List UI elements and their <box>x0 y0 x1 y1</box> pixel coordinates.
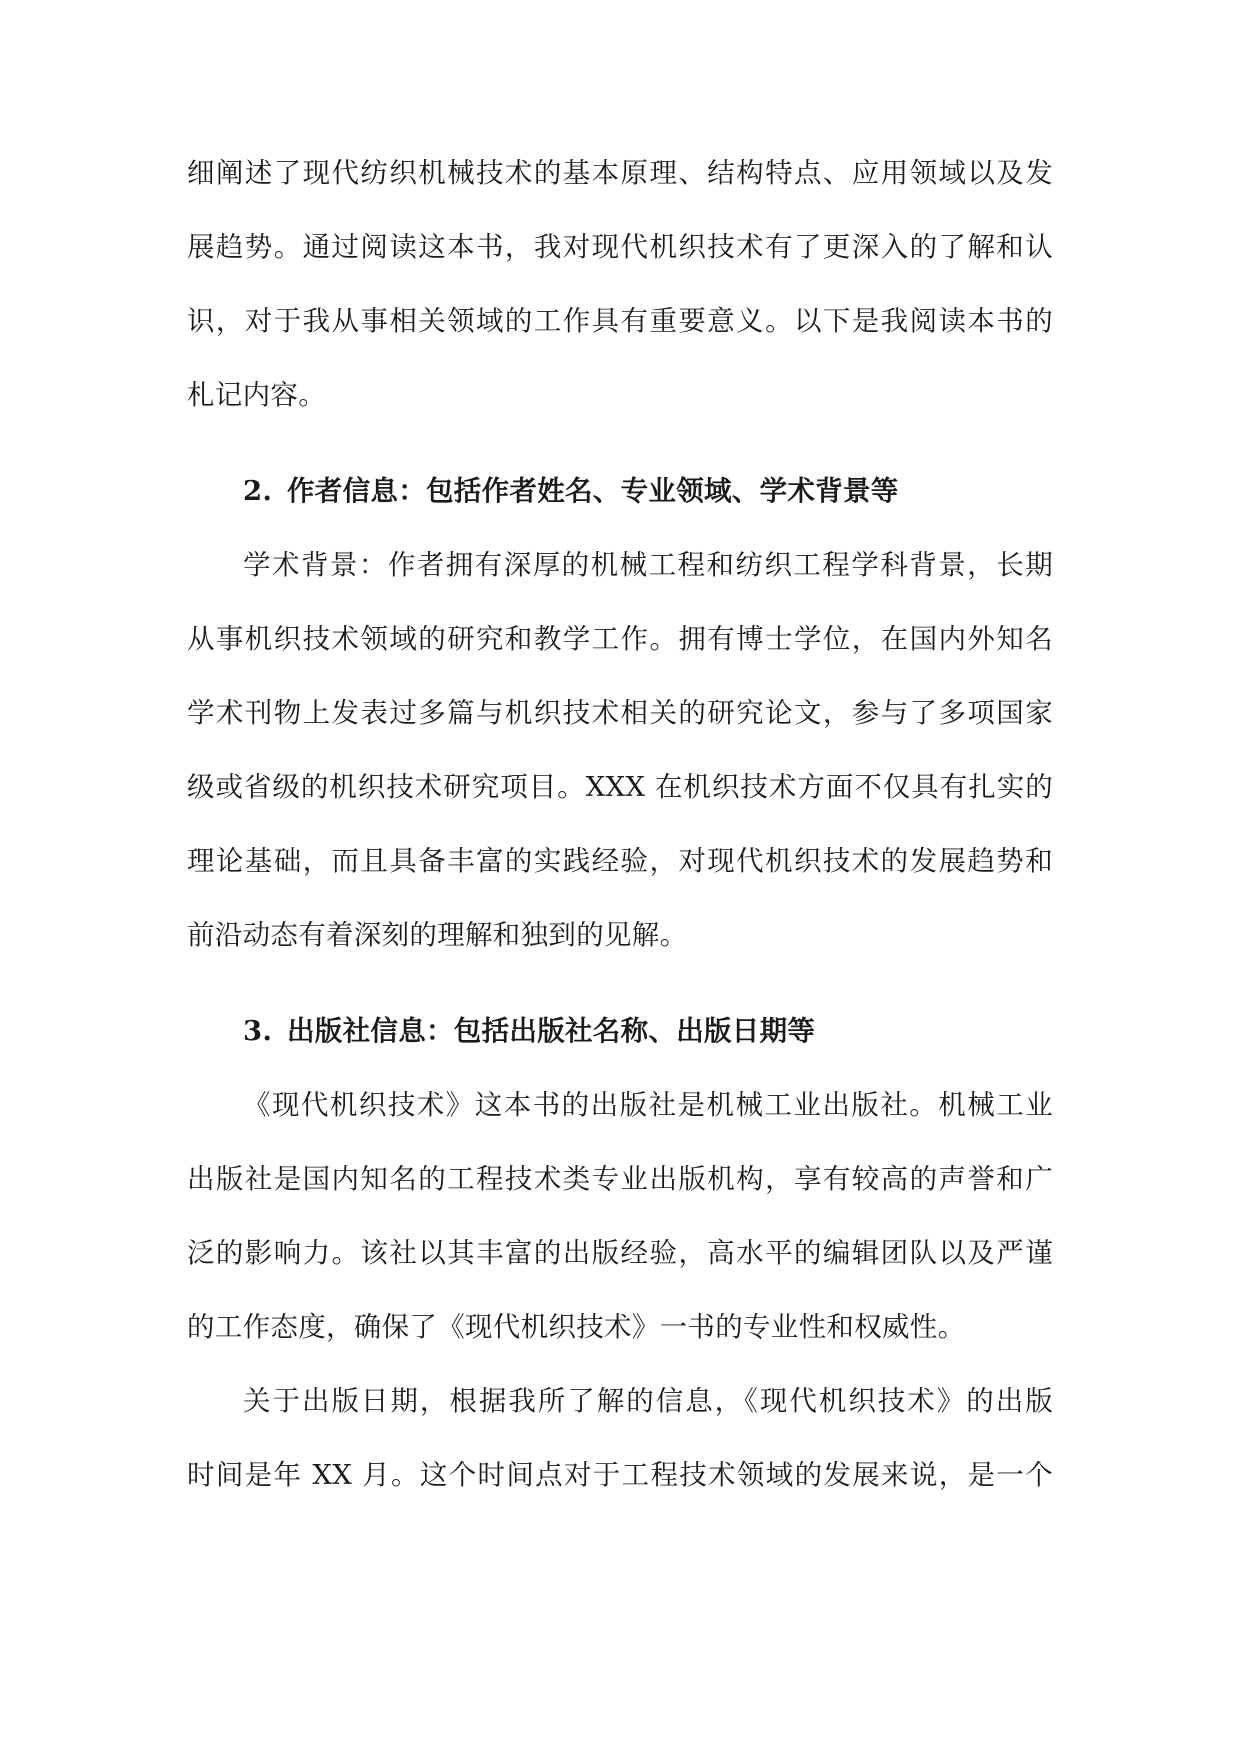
text-line: 学术刊物上发表过多篇与机织技术相关的研究论文，参与了多项国家 <box>187 697 1053 729</box>
text-line: 细阐述了现代纺织机械技术的基本原理、结构特点、应用领域以及发 <box>187 157 1053 189</box>
text-line: 理论基础，而且具备丰富的实践经验，对现代机织技术的发展趋势和 <box>187 845 1053 877</box>
text-line: 级或省级的机织技术研究项目。XXX 在机织技术方面不仅具有扎实的 <box>187 771 1053 803</box>
text-line: 的工作态度，确保了《现代机织技术》一书的专业性和权威性。 <box>187 1311 966 1343</box>
section-title: 作者信息：包括作者姓名、专业领域、学术背景等 <box>287 475 899 507</box>
section-heading-author <box>187 454 1053 528</box>
text-line: 《现代机织技术》这本书的出版社是机械工业出版社。机械工业 <box>243 1089 1053 1121</box>
text-line: 时间是年 XX 月。这个时间点对于工程技术领域的发展来说，是一个 <box>187 1459 1053 1491</box>
text-line: 从事机织技术领域的研究和教学工作。拥有博士学位，在国内外知名 <box>187 623 1053 655</box>
text-line: 札记内容。 <box>187 379 326 411</box>
text-line: 识，对于我从事相关领域的工作具有重要意义。以下是我阅读本书的 <box>187 305 1053 337</box>
text-line: 学术背景：作者拥有深厚的机械工程和纺织工程学科背景，长期 <box>243 549 1053 581</box>
author-background-paragraph <box>187 528 1053 972</box>
section-number: 3. <box>243 1015 273 1047</box>
section-title: 出版社信息：包括出版社名称、出版日期等 <box>287 1015 816 1047</box>
text-line: 关于出版日期，根据我所了解的信息，《现代机织技术》的出版 <box>243 1385 1053 1417</box>
publisher-paragraph <box>187 1068 1053 1364</box>
document-body <box>187 136 1053 1512</box>
text-line: 出版社是国内知名的工程技术类专业出版机构，享有较高的声誉和广 <box>187 1163 1053 1195</box>
intro-paragraph <box>187 136 1053 432</box>
section-heading-publisher <box>187 994 1053 1068</box>
text-line: 展趋势。通过阅读这本书，我对现代机织技术有了更深入的了解和认 <box>187 231 1053 263</box>
text-line: 泛的影响力。该社以其丰富的出版经验，高水平的编辑团队以及严谨 <box>187 1237 1053 1269</box>
section-number: 2. <box>243 475 273 507</box>
publication-date-paragraph <box>187 1364 1053 1512</box>
text-line: 前沿动态有着深刻的理解和独到的见解。 <box>187 919 688 951</box>
